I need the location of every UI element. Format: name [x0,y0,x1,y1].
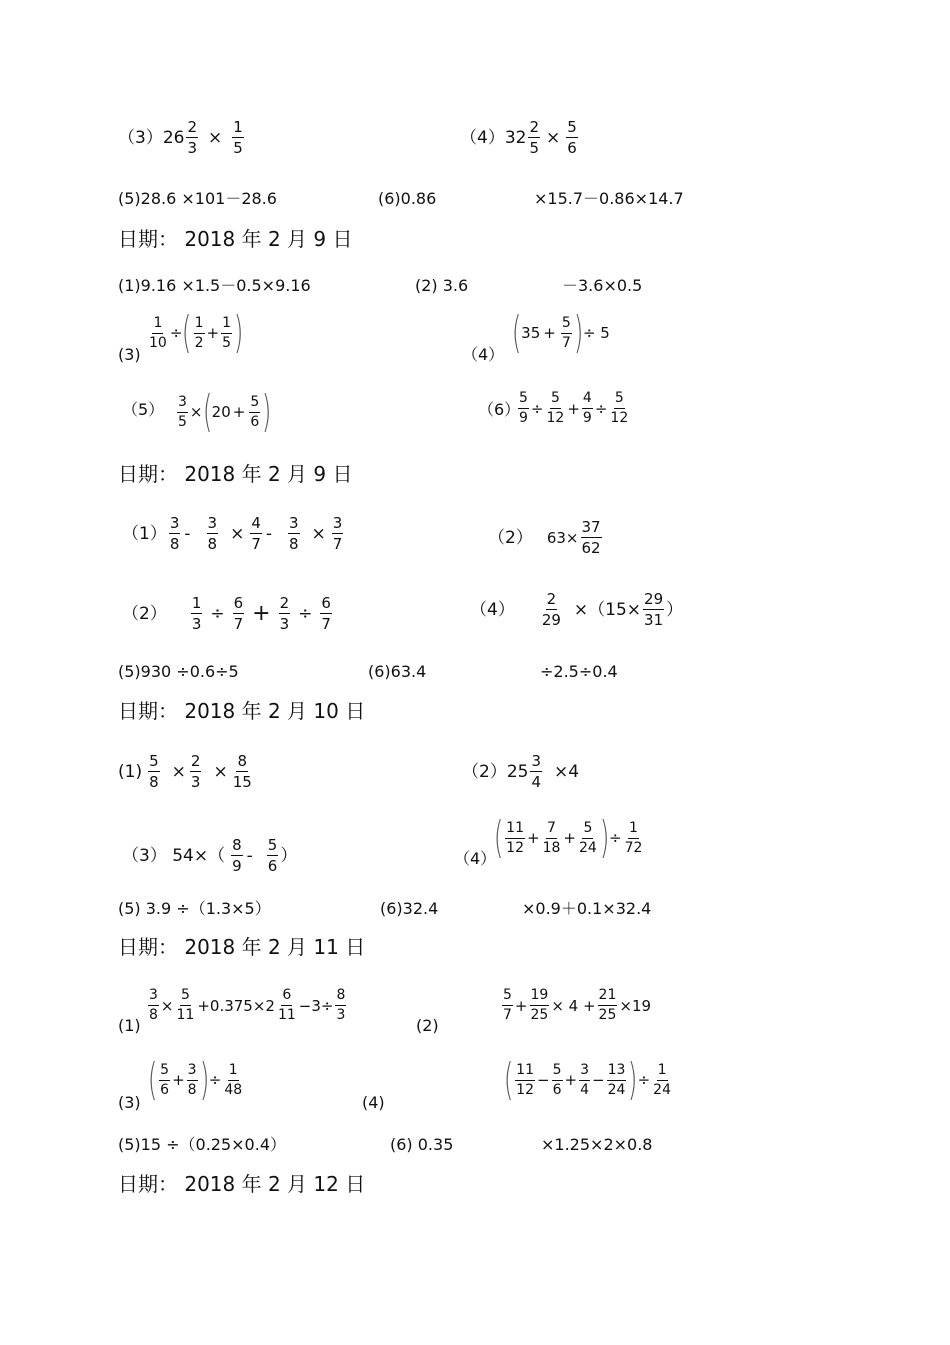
problem-6-expression: ×15.7－0.86×14.7 [534,189,684,208]
problem-2 [488,518,604,557]
problem-3-label: (3) [118,1093,141,1112]
operator: × [565,528,579,547]
fraction: $\frac{3}{8}$ [149,987,158,1023]
fraction: $\frac{3}{8}$ [187,1061,197,1098]
fraction: $\frac{1}{5}$ [233,118,243,157]
problem-label: （4） [460,127,505,148]
operator: − [537,1071,550,1089]
operator: +0.375×2 [197,996,275,1015]
problem-4-label: （4） [462,345,505,364]
problem-5: (5)15 ÷（0.25×0.4） [118,1135,286,1154]
number: 35 [521,324,541,342]
fraction: $\frac{5}{24}$ [578,819,597,856]
fraction: $\frac{3}{4}$ [531,752,542,791]
problem-label: （2） [462,761,507,782]
fraction: $\frac{2}{3}$ [190,752,201,791]
fraction: $\frac{3}{8}$ [207,514,218,553]
right-paren: ) [573,307,584,358]
fraction: $\frac{13}{24}$ [607,1061,626,1098]
problem-1-label: (1) [118,1016,141,1035]
fraction: $\frac{37}{62}$ [581,518,601,557]
right-paren: ) [233,307,244,358]
date-heading: 日期： 2018 年 2 月 9 日 [118,227,353,251]
fraction: $\frac{5}{8}$ [149,752,159,791]
problem-2-expression: －3.6×0.5 [562,276,643,295]
left-paren: ( [147,1054,158,1105]
problem-1-expression [146,987,348,1024]
problem-label: （1） [122,523,167,544]
problem-4 [460,118,580,157]
fraction: $\frac{2}{3}$ [279,594,290,633]
problem-3 [122,594,334,633]
right-paren: ) [262,386,272,437]
problem-6-label: （6） [478,400,521,419]
fraction: $\frac{5}{6}$ [567,118,577,157]
problem-4 [470,590,683,629]
fraction: $\frac{5}{12}$ [546,390,565,426]
operator: - [265,523,272,544]
operator: + [563,829,576,847]
problem-label: （2） [122,603,167,624]
operator: ×4 [554,761,580,782]
fraction: $\frac{3}{5}$ [178,393,187,430]
problem-1 [122,514,345,553]
problem-6-label: (6)0.86 [378,189,437,208]
date-heading: 日期： 2018 年 2 月 9 日 [118,462,353,486]
problem-1: (1)9.16 ×1.5－0.5×9.16 [118,276,311,295]
operator: + [567,399,580,418]
problem-label: （3） [118,127,163,148]
fraction: $\frac{2}{29}$ [541,590,561,629]
fraction: $\frac{7}{18}$ [542,819,561,856]
operator: - [246,845,253,866]
fraction: $\frac{19}{25}$ [530,987,549,1023]
fraction: $\frac{1}{3}$ [191,594,202,633]
operator: × [171,761,186,782]
date-heading: 日期： 2018 年 2 月 10 日 [118,699,366,723]
fraction: $\frac{29}{31}$ [644,590,664,629]
fraction: $\frac{8}{3}$ [336,987,346,1023]
problem-label: （3） 54×（ [122,845,226,866]
operator: + [527,829,540,847]
fraction: $\frac{3}{8}$ [289,514,299,553]
fraction: $\frac{1}{24}$ [653,1061,671,1098]
fraction: $\frac{1}{72}$ [624,819,643,856]
problem-4-expression [493,812,645,863]
operator: + [514,996,528,1015]
fraction: $\frac{5}{6}$ [552,1061,562,1098]
fraction: $\frac{2}{5}$ [529,118,540,157]
problem-6-label: (6) 0.35 [390,1135,454,1154]
fraction: $\frac{1}{2}$ [194,314,204,351]
operator: − [592,1071,605,1089]
problem-2-expression [500,987,651,1024]
fraction: $\frac{6}{7}$ [321,594,331,633]
problem-1 [118,752,255,791]
left-paren: ( [503,1054,514,1105]
problem-5: (5)28.6 ×101－28.6 [118,189,277,208]
fraction: $\frac{6}{11}$ [277,987,296,1023]
fraction: $\frac{5}{11}$ [176,987,195,1023]
fraction: $\frac{3}{4}$ [580,1061,589,1098]
operator: × [160,996,174,1015]
problem-label: (1) [118,761,143,782]
operator: ÷ [208,1071,222,1089]
fraction: $\frac{1}{48}$ [224,1061,243,1098]
operator: × 4 + [551,996,596,1015]
operator: ×（15× [573,599,642,620]
operator: × [213,761,228,782]
operator: ÷ [637,1071,651,1089]
problem-5: (5)930 ÷0.6÷5 [118,662,239,681]
problem-2 [462,752,579,791]
left-paren: ( [182,307,192,358]
operator: + [206,324,220,342]
date-heading: 日期： 2018 年 2 月 11 日 [118,935,366,959]
problem-5-expression [175,386,272,437]
problem-4-label: （4） [454,849,497,868]
operator: + [564,1071,578,1089]
operator: - [184,523,191,544]
left-paren: ( [493,812,504,863]
fraction: $\frac{5}{6}$ [250,393,260,430]
left-paren: ( [511,307,522,358]
fraction: $\frac{11}{12}$ [506,819,524,856]
problem-3-expression [147,1054,245,1105]
problem-label: （4） [470,599,515,620]
fraction: $\frac{1}{10}$ [149,314,167,351]
problem-3-expression [146,307,244,358]
operator: + [232,403,246,421]
problem-5: (5) 3.9 ÷（1.3×5） [118,899,271,918]
problem-4-expression [503,1054,674,1105]
fraction: $\frac{11}{12}$ [516,1061,534,1098]
fraction: $\frac{3}{8}$ [169,514,180,553]
fraction: $\frac{5}{7}$ [561,314,571,351]
fraction: $\frac{6}{7}$ [233,594,244,633]
fraction: $\frac{1}{5}$ [222,314,231,351]
operator: ÷ [608,829,622,847]
fraction: $\frac{4}{7}$ [251,514,261,553]
problem-4-label: (4) [362,1093,385,1112]
fraction: $\frac{5}{9}$ [519,390,528,426]
date-heading: 日期： 2018 年 2 月 12 日 [118,1172,366,1196]
operator: + [252,600,271,626]
fraction: $\frac{8}{9}$ [232,836,242,875]
fraction: $\frac{5}{6}$ [267,836,278,875]
operator: ÷ [169,324,183,342]
problem-6-expression [516,390,631,427]
problem-4-expression [511,307,610,358]
number: 63 [546,528,566,547]
right-paren: ) [199,1054,209,1105]
problem-6-label: (6)63.4 [368,662,427,681]
operator: × [189,403,203,421]
fraction: $\frac{2}{3}$ [187,118,198,157]
right-paren: ) [599,812,610,863]
problem-6-label: (6)32.4 [380,899,439,918]
operator: ÷ [210,603,225,624]
fraction: $\frac{5}{7}$ [503,987,512,1023]
operator: × [208,127,223,148]
whole-number: 26 [162,127,185,148]
operator: + [172,1071,185,1089]
left-paren: ( [202,386,212,437]
right-paren: ) [628,1054,638,1105]
whole-number: 32 [504,127,527,148]
fraction: $\frac{5}{12}$ [610,390,629,426]
operator: ×19 [619,996,652,1015]
fraction: $\frac{21}{25}$ [598,987,617,1023]
problem-2-label: (2) [416,1016,439,1035]
problem-3 [122,836,297,875]
problem-3-label: (3) [118,345,141,364]
operator: × [546,127,561,148]
whole-number: 25 [506,761,529,782]
fraction: $\frac{8}{15}$ [232,752,252,791]
operator: ÷ [594,399,608,418]
problem-6-expression: ×1.25×2×0.8 [541,1135,653,1154]
close-paren: ） [666,599,684,620]
fraction: $\frac{4}{9}$ [582,390,592,426]
problem-6-expression: ÷2.5÷0.4 [540,662,618,681]
problem-5-label: （5） [122,400,165,419]
operator: × [230,523,245,544]
operator: ÷ [298,603,313,624]
problem-label: （2） [488,527,533,548]
problem-3 [118,118,246,157]
fraction: $\frac{3}{7}$ [332,514,343,553]
problem-6-expression: ×0.9＋0.1×32.4 [522,899,652,918]
operator: ÷ 5 [582,324,610,342]
operator: −3÷ [298,996,334,1015]
close-paren: ） [280,845,298,866]
fraction: $\frac{5}{6}$ [160,1061,170,1098]
problem-2-label: (2) 3.6 [415,276,469,295]
operator: × [311,523,326,544]
number: 20 [211,403,231,421]
operator: + [543,324,556,342]
operator: ÷ [530,399,544,418]
